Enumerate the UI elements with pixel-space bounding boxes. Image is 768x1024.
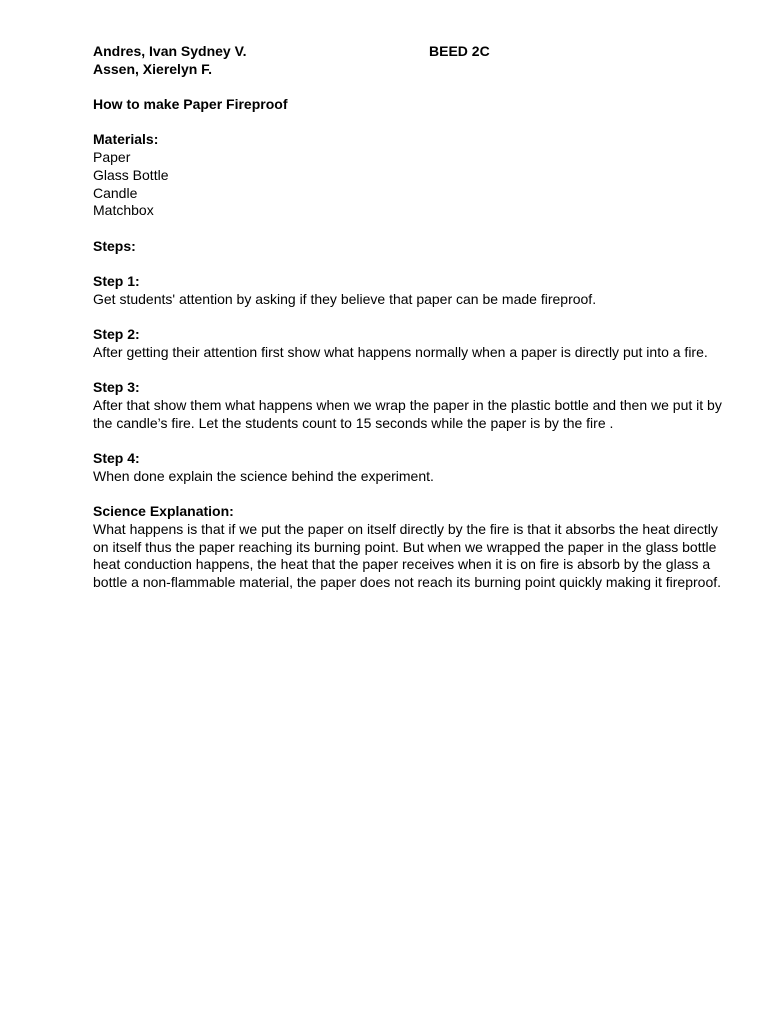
material-item: Glass Bottle (93, 166, 169, 183)
science-explanation-heading: Science Explanation: (93, 503, 234, 520)
step-2-text: After getting their attention first show what happens normally when a paper is directly put into a fire. (93, 343, 708, 360)
step-4-text: When done explain the science behind the experiment. (93, 467, 434, 484)
document-title: How to make Paper Fireproof (93, 96, 288, 113)
step-2-label: Step 2: (93, 326, 140, 343)
step-1-text: Get students' attention by asking if they believe that paper can be made fireproof. (93, 290, 597, 307)
material-item: Matchbox (93, 202, 154, 219)
steps-heading: Steps: (93, 237, 136, 254)
document-page (93, 43, 723, 592)
step-3-label: Step 3: (93, 379, 140, 396)
material-item: Candle (93, 184, 138, 201)
step-1-label: Step 1: (93, 273, 140, 290)
step-3-text: After that show them what happens when we wrap the paper in the plastic bottle and then we put it by the candle’s fire. Let the students count to 15 seconds while the paper is by the fire . (93, 396, 722, 431)
material-item: Paper (93, 149, 131, 166)
header-row (93, 43, 723, 61)
step-4-label: Step 4: (93, 450, 140, 467)
class-code: BEED 2C (429, 43, 490, 59)
science-explanation-text: What happens is that if we put the paper on itself directly by the fire is that it absorbs the heat directly on itself thus the paper reaching its burning point. But when we wrapped the paper in the glass bottle heat conduction happens, the heat that the paper receives when it is on fire is absorb by the glass a bottle a non-flammable material, the paper does not reach its burning point quickly making it fireproof. (93, 520, 722, 590)
author-name-2: Assen, Xierelyn F. (93, 60, 213, 77)
materials-heading: Materials: (93, 131, 159, 148)
author-name-1: Andres, Ivan Sydney V. (93, 43, 247, 59)
